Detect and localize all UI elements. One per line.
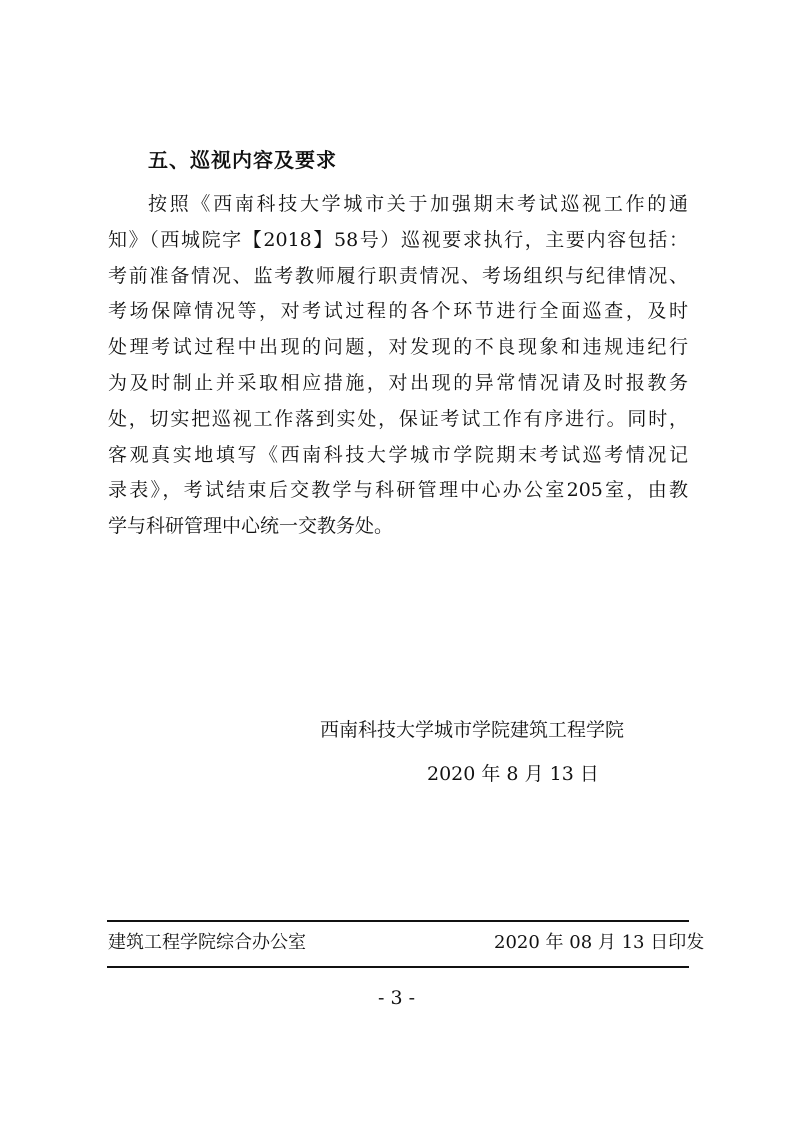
paragraph-line: 考场保障情况等，对考试过程的各个环节进行全面巡查，及时 bbox=[108, 300, 688, 323]
footer-issuer: 建筑工程学院综合办公室 bbox=[108, 932, 306, 953]
paragraph-line: 考前准备情况、监考教师履行职责情况、考场组织与纪律情况、 bbox=[108, 264, 688, 287]
footer-top-rule bbox=[107, 920, 689, 922]
paragraph-line: 知》（西城院字【2018】58号）巡视要求执行，主要内容包括： bbox=[108, 228, 688, 251]
section-paragraph bbox=[108, 187, 688, 545]
paragraph-line: 为及时制止并采取相应措施，对出现的异常情况请及时报教务 bbox=[108, 371, 688, 394]
paragraph-line: 处，切实把巡视工作落到实处，保证考试工作有序进行。同时， bbox=[108, 407, 688, 430]
signature-date: 2020 年 8 月 13 日 bbox=[427, 763, 599, 785]
signature-organization: 西南科技大学城市学院建筑工程学院 bbox=[320, 719, 625, 741]
paragraph-line: 处理考试过程中出现的问题，对发现的不良现象和违规违纪行 bbox=[108, 336, 688, 359]
paragraph-line: 学与科研管理中心统一交教务处。 bbox=[108, 515, 394, 538]
section-heading: 五、巡视内容及要求 bbox=[148, 148, 337, 172]
page-number: - 3 - bbox=[377, 987, 415, 1009]
footer-bottom-rule bbox=[107, 966, 689, 968]
footer-print-date: 2020 年 08 月 13 日印发 bbox=[494, 932, 705, 953]
paragraph-line: 客观真实地填写《西南科技大学城市学院期末考试巡考情况记 bbox=[108, 443, 688, 466]
paragraph-line: 按照《西南科技大学城市关于加强期末考试巡视工作的通 bbox=[148, 193, 688, 215]
paragraph-line: 录表》，考试结束后交教学与科研管理中心办公室205室，由教 bbox=[108, 479, 688, 502]
